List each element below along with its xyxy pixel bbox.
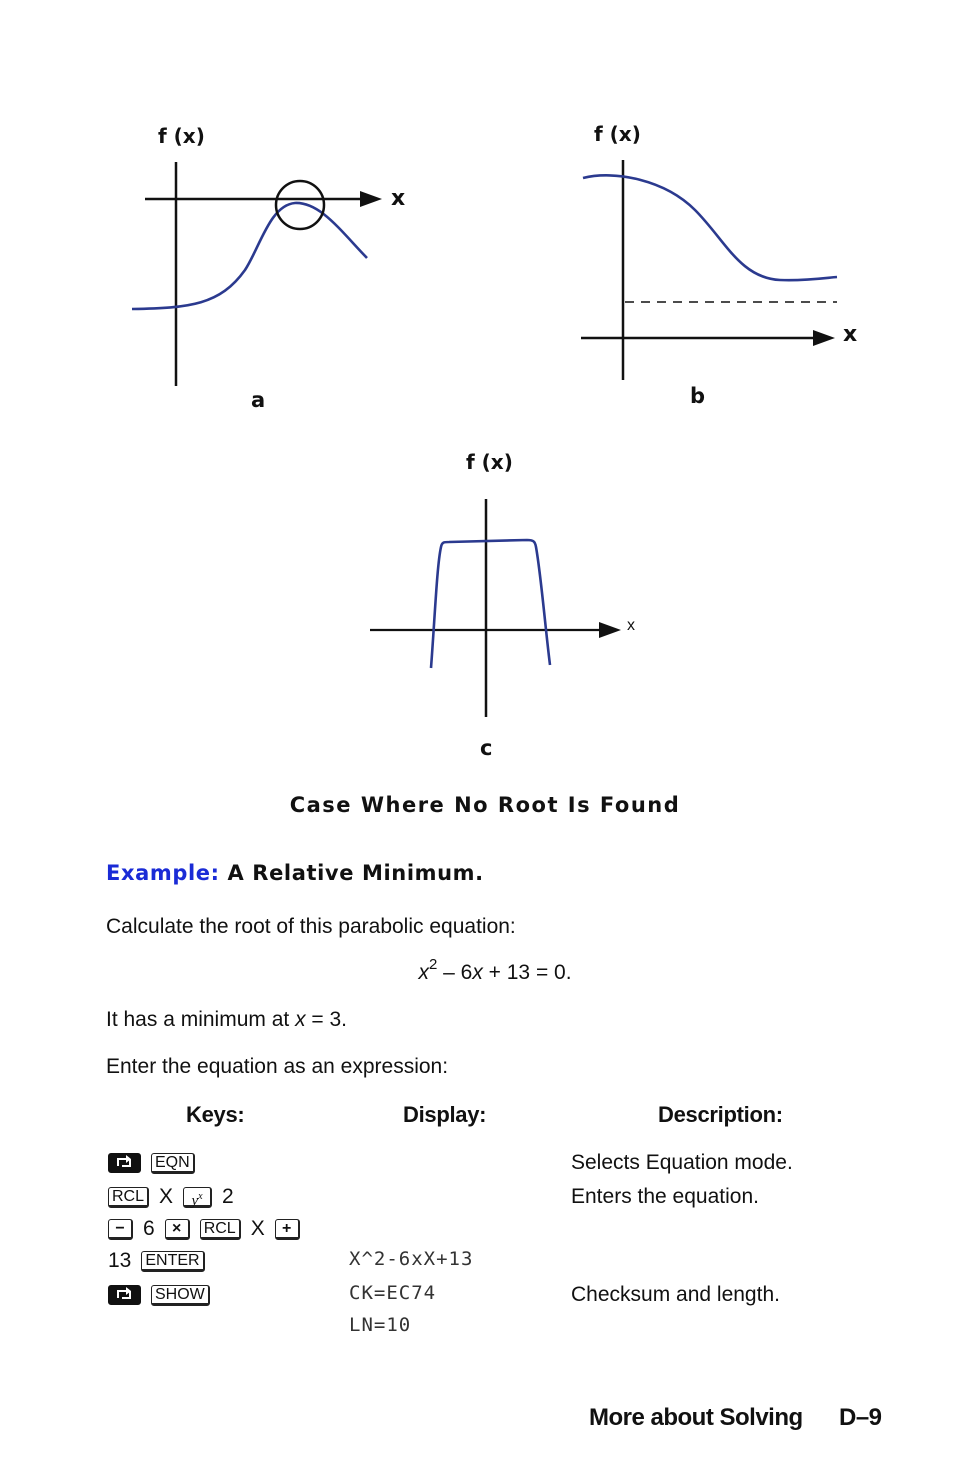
graph-c-ylabel: f (x) bbox=[466, 450, 513, 474]
table-row bbox=[108, 1149, 195, 1177]
enter-text: Enter the equation as an expression: bbox=[106, 1055, 449, 1078]
example-label: Example: bbox=[106, 861, 220, 885]
rcl-key[interactable]: RCL bbox=[200, 1219, 241, 1240]
graph-b-arrow-icon bbox=[813, 330, 835, 346]
minus-key[interactable]: − bbox=[108, 1219, 133, 1240]
graph-c-xlabel: x bbox=[627, 617, 635, 634]
row1-description: Selects Equation mode. bbox=[571, 1151, 793, 1174]
figure-caption: Case Where No Root Is Found bbox=[289, 793, 681, 817]
eqn-key[interactable]: EQN bbox=[151, 1153, 195, 1174]
minimum-var: x bbox=[295, 1008, 306, 1031]
shift-arrow-icon bbox=[116, 1287, 132, 1301]
digit-six: 6 bbox=[143, 1217, 155, 1240]
graph-a bbox=[120, 150, 390, 400]
graph-b-letter: b bbox=[690, 384, 706, 408]
x-variable: X bbox=[159, 1185, 174, 1208]
header-description: Description: bbox=[658, 1102, 783, 1127]
times-key[interactable]: × bbox=[165, 1219, 190, 1240]
graph-c-arrow-icon bbox=[599, 622, 621, 638]
plus-key[interactable]: + bbox=[275, 1219, 300, 1240]
graph-a-letter: a bbox=[251, 388, 266, 412]
equation bbox=[0, 958, 954, 985]
minimum-text bbox=[106, 1008, 347, 1032]
graph-b-xlabel: x bbox=[843, 322, 858, 347]
table-row bbox=[108, 1183, 234, 1211]
graph-b-curve bbox=[583, 175, 837, 280]
display-length: LN=10 bbox=[349, 1314, 412, 1336]
footer-section: More about Solving bbox=[589, 1404, 803, 1431]
rcl-key[interactable]: RCL bbox=[108, 1187, 149, 1208]
enter-key[interactable]: ENTER bbox=[141, 1251, 204, 1272]
equation-var: x bbox=[418, 961, 429, 984]
equation-var-2: x bbox=[472, 961, 483, 984]
graph-c-letter: c bbox=[480, 736, 493, 760]
show-key[interactable]: SHOW bbox=[151, 1285, 210, 1306]
shift-key[interactable] bbox=[108, 1285, 141, 1305]
number-thirteen: 13 bbox=[108, 1249, 132, 1272]
equation-exponent: 2 bbox=[428, 956, 438, 973]
table-row bbox=[108, 1215, 300, 1243]
graph-b bbox=[575, 150, 845, 385]
x-variable: X bbox=[250, 1217, 265, 1240]
yx-key-label: $y^x$ bbox=[191, 1190, 203, 1209]
graph-a-curve bbox=[132, 203, 367, 309]
graph-a-arrow-icon bbox=[360, 191, 382, 207]
graph-a-xlabel: x bbox=[391, 186, 406, 211]
equation-part: – 6 bbox=[437, 961, 473, 984]
digit-two: 2 bbox=[222, 1185, 234, 1208]
table-row bbox=[108, 1281, 210, 1309]
graph-a-ylabel: f (x) bbox=[158, 124, 205, 148]
minimum-pre: It has a minimum at bbox=[106, 1008, 296, 1031]
header-keys: Keys: bbox=[186, 1102, 245, 1127]
table-row bbox=[108, 1247, 205, 1275]
display-expression: X^2-6xX+13 bbox=[349, 1248, 474, 1270]
graph-c bbox=[365, 495, 630, 720]
equation-part-2: + 13 = 0. bbox=[482, 961, 572, 984]
minimum-post: = 3. bbox=[305, 1008, 348, 1031]
graph-a-circle bbox=[276, 181, 324, 229]
row2-description: Enters the equation. bbox=[571, 1185, 759, 1208]
header-display: Display: bbox=[403, 1102, 487, 1127]
intro-text: Calculate the root of this parabolic equation: bbox=[106, 915, 516, 938]
footer-page-number: D–9 bbox=[839, 1404, 882, 1431]
example-heading bbox=[106, 861, 484, 885]
shift-key[interactable] bbox=[108, 1153, 141, 1173]
row5-description: Checksum and length. bbox=[571, 1283, 780, 1306]
yx-key[interactable] bbox=[183, 1187, 212, 1208]
graph-c-curve bbox=[431, 540, 550, 668]
shift-arrow-icon bbox=[116, 1155, 132, 1169]
display-checksum: CK=EC74 bbox=[349, 1282, 437, 1304]
graph-b-ylabel: f (x) bbox=[594, 122, 641, 146]
example-title: A Relative Minimum. bbox=[227, 861, 484, 885]
